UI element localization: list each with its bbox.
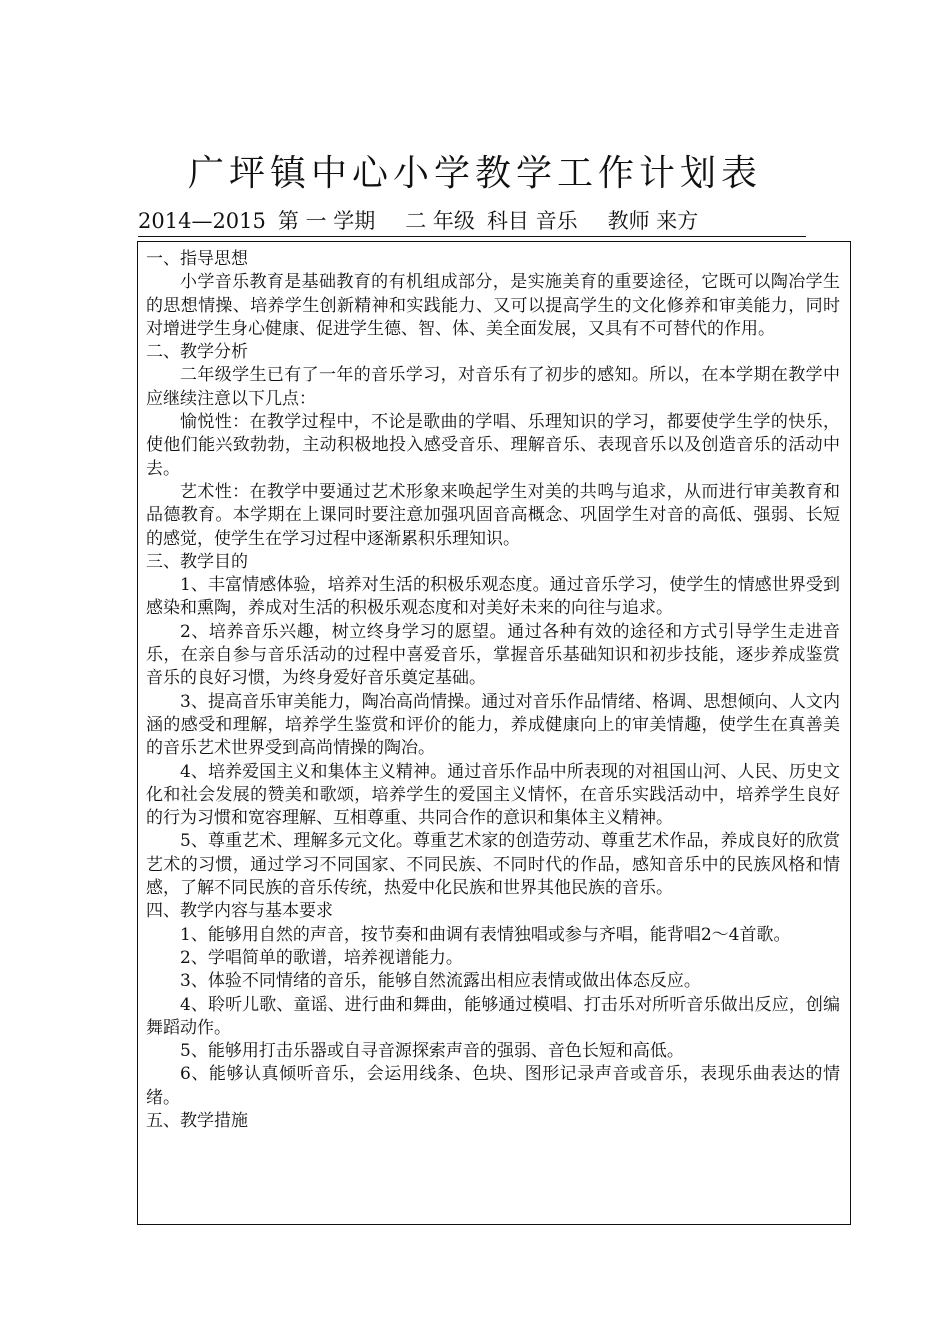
section-paragraph: 6、能够认真倾听音乐，会运用线条、色块、图形记录声音或音乐，表现乐曲表达的情绪。 [146, 1064, 840, 1108]
section-paragraph: 艺术性：在教学中要通过艺术形象来唤起学生对美的共鸣与追求，从而进行审美教育和品德教育。本学期在上课同时要注意加强巩固音高概念、巩固学生对音的高低、强弱、长短的感觉，使学生在学习过程中逐渐累积乐理知识。 [146, 481, 840, 549]
section-heading: 三、教学目的 [146, 551, 248, 572]
section-paragraph: 愉悦性：在教学过程中，不论是歌曲的学唱、乐理知识的学习，都要使学生学的快乐，使他们能兴致勃勃，主动积极地投入感受音乐、理解音乐、表现音乐以及创造音乐的活动中去。 [146, 412, 840, 479]
section-paragraph: 二年级学生已有了一年的音乐学习，对音乐有了初步的感知。所以，在本学期在教学中应继续注意以下几点： [146, 365, 840, 409]
section-paragraph: 2、培养音乐兴趣，树立终身学习的愿望。通过各种有效的途径和方式引导学生走进音乐，在亲自参与音乐活动的过程中喜爱音乐，掌握音乐基础知识和初步技能，逐步养成鉴赏音乐的良好习惯，为终身爱好音乐奠定基础。 [146, 621, 840, 689]
section-paragraph: 1、能够用自然的声音，按节奏和曲调有表情独唱或参与齐唱，能背唱2～4首歌。 [180, 924, 791, 945]
grade: 二 年级 [405, 209, 475, 233]
section-content-requirements [146, 900, 840, 1110]
section-paragraph: 2、学唱简单的歌谱，培养视谱能力。 [180, 947, 463, 968]
section-guiding-thought [146, 248, 840, 341]
section-teaching-analysis [146, 341, 840, 551]
section-paragraph: 4、聆听儿歌、童谣、进行曲和舞曲，能够通过模唱、打击乐对所听音乐做出反应，创编舞蹈动作。 [146, 994, 840, 1038]
school-years: 2014—2015 [138, 209, 266, 233]
term: 第 一 学期 [277, 209, 376, 233]
section-paragraph: 5、尊重艺术、理解多元文化。尊重艺术家的创造劳动、尊重艺术作品，养成良好的欣赏艺术的习惯，通过学习不同国家、不同民族、不同时代的作品，感知音乐中的民族风格和情感，了解不同民族的音乐传统，热爱中化民族和世界其他民族的音乐。 [146, 831, 840, 899]
section-paragraph: 小学音乐教育是基础教育的有机组成部分，是实施美育的重要途径，它既可以陶冶学生的思想情操、培养学生创新精神和实践能力、又可以提高学生的文化修养和审美能力，同时对增进学生身心健康、促进学生德、智、体、美全面发展，又具有不可替代的作用。 [146, 272, 840, 339]
section-teaching-measures [146, 1110, 840, 1133]
section-paragraph: 3、体验不同情绪的音乐，能够自然流露出相应表情或做出体态反应。 [180, 971, 701, 992]
plan-content-box [137, 241, 851, 1225]
section-teaching-goals [146, 551, 840, 900]
subject: 科目 音乐 [486, 209, 578, 233]
teacher: 教师 来方 [607, 209, 699, 233]
section-paragraph: 3、提高音乐审美能力，陶冶高尚情操。通过对音乐作品情绪、格调、思想倾向、人文内涵的感受和理解，培养学生鉴赏和评价的能力，养成健康向上的审美情趣，使学生在真善美的音乐艺术世界受到高尚情操的陶冶。 [146, 691, 840, 759]
section-heading: 二、教学分析 [146, 342, 248, 363]
section-heading: 五、教学措施 [146, 1110, 248, 1131]
section-paragraph: 4、培养爱国主义和集体主义精神。通过音乐作品中所表现的对祖国山河、人民、历史文化和社会发展的赞美和歌颂，培养学生的爱国主义情怀，在音乐实践活动中，培养学生良好的行为习惯和宽容理解、互相尊重、共同合作的意识和集体主义精神。 [146, 761, 840, 829]
header-fields [138, 206, 806, 237]
section-paragraph: 5、能够用打击乐器或自寻音源探索声音的强弱、音色长短和高低。 [180, 1041, 684, 1062]
document-title: 广坪镇中心小学教学工作计划表 [187, 153, 762, 194]
section-paragraph: 1、丰富情感体验，培养对生活的积极乐观态度。通过音乐学习，使学生的情感世界受到感染和熏陶，养成对生活的积极乐观态度和对美好未来的向往与追求。 [146, 575, 840, 619]
section-heading: 四、教学内容与基本要求 [146, 901, 333, 922]
section-heading: 一、指导思想 [146, 249, 248, 269]
